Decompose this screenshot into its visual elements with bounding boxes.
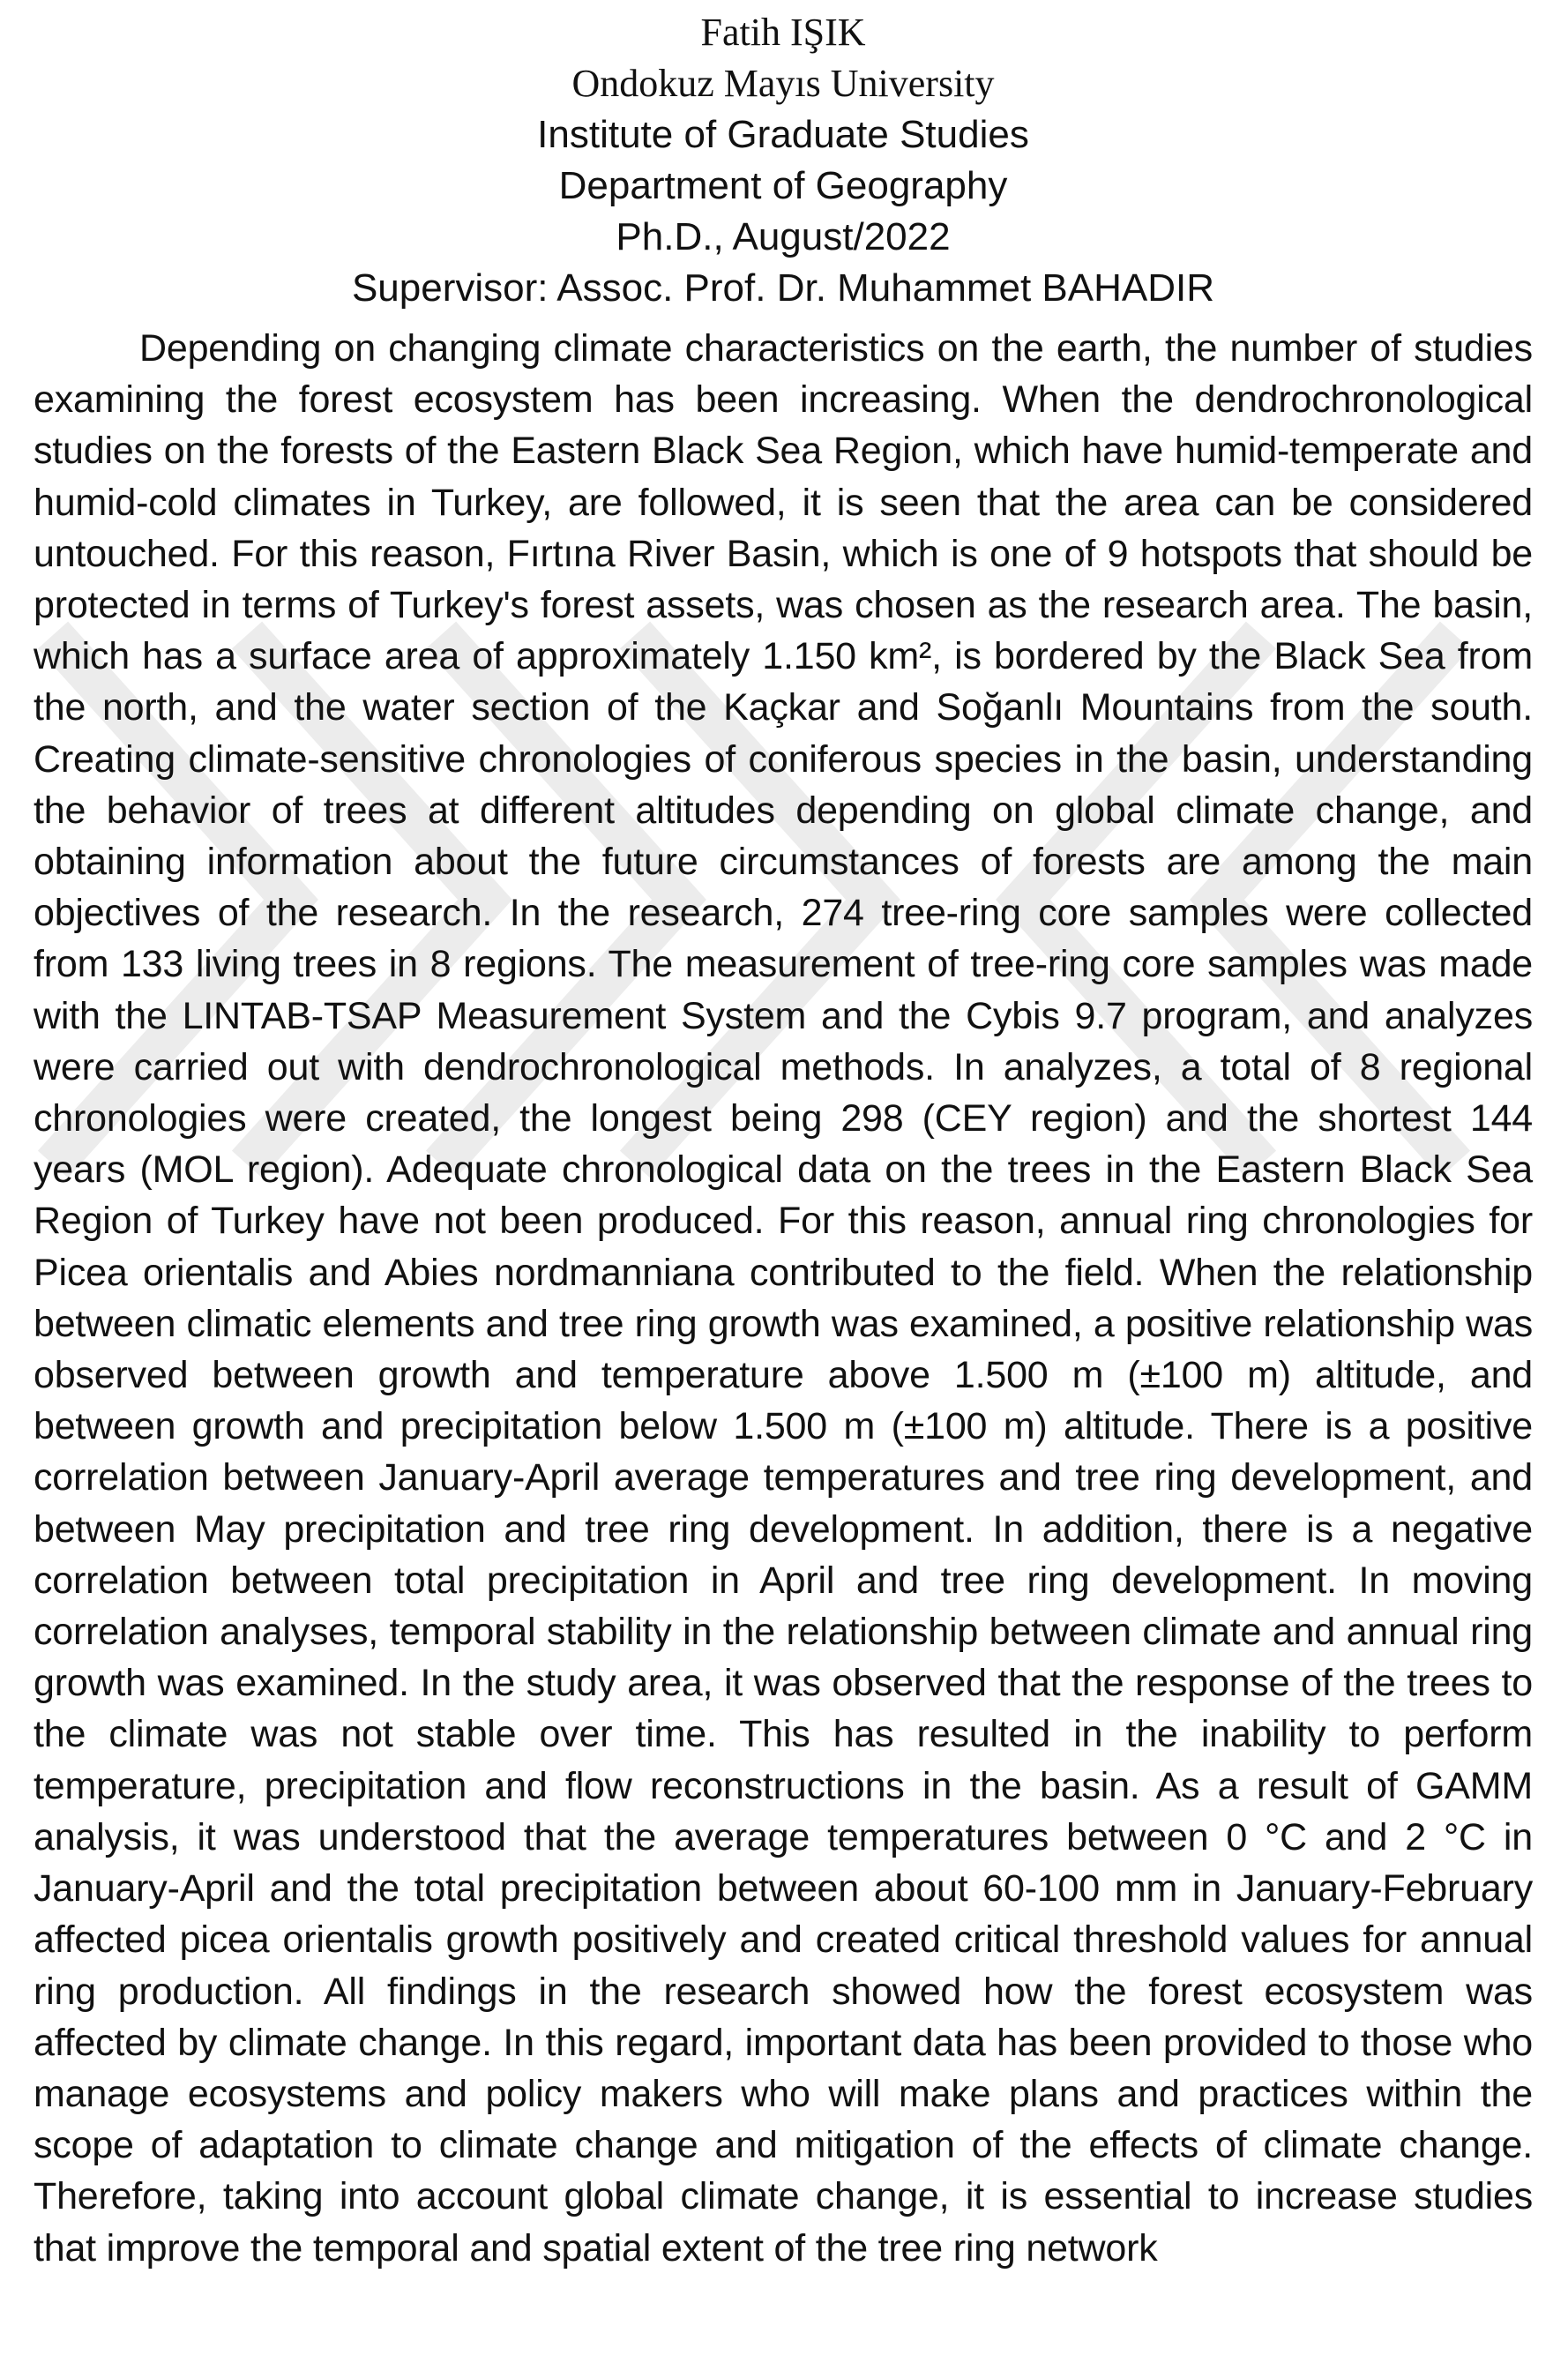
thesis-header (34, 7, 1533, 314)
author-name: Fatih IŞIK (700, 11, 866, 54)
abstract-paragraph: Depending on changing climate characteristics on the earth, the number of studies examining the forest ecosystem has been increasing. When the dendrochronological studies on the forests of the Eastern Black Sea Region, which have humid-temperate and humid-cold climates in Turkey, are followed, it is seen that the area can be considered untouched. For this reason, Fırtına River Basin, which is one of 9 hotspots that should be protected in terms of Turkey's forest assets, was chosen as the research area. The basin, which has a surface area of approximately 1.150 km², is bordered by the Black Sea from the north, and the water section of the Kaçkar and Soğanlı Mountains from the south. Creating climate-sensitive chronologies of coniferous species in the basin, understanding the behavior of trees at different altitudes depending on global climate change, and obtaining information about the future circumstances of forests are among the main objectives of the research. In the research, 274 tree-ring core samples were collected from 133 living trees in 8 regions. The measurement of tree-ring core samples was made with the LINTAB-TSAP Measurement System and the Cybis 9.7 program, and analyzes were carried out with dendrochronological methods. In analyzes, a total of 8 regional chronologies were created, the longest being 298 (CEY region) and the shortest 144 years (MOL region). Adequate chronological data on the trees in the Eastern Black Sea Region of Turkey have not been produced. For this reason, annual ring chronologies for Picea orientalis and Abies nordmanniana contributed to the field. When the relationship between climatic elements and tree ring growth was examined, a positive relationship was observed between growth and temperature above 1.500 m (±100 m) altitude, and between growth and precipitation below 1.500 m (±100 m) altitude. There is a positive correlation between January-April average temperatures and tree ring development, and between May precipitation and tree ring development. In addition, there is a negative correlation between total precipitation in April and tree ring development. In moving correlation analyses, temporal stability in the relationship between climate and annual ring growth was examined. In the study area, it was observed that the response of the trees to the climate was not stable over time. This has resulted in the inability to perform temperature, precipitation and flow reconstructions in the basin. As a result of GAMM analysis, it was understood that the average temperatures between 0 °C and 2 °C in January-April and the total precipitation between about 60-100 mm in January-February affected picea orientalis growth positively and created critical threshold values for annual ring production. All findings in the research showed how the forest ecosystem was affected by climate change. In this regard, important data has been provided to those who manage ecosystems and policy makers who will make plans and practices within the scope of adaptation to climate change and mitigation of the effects of climate change. Therefore, taking into account global climate change, it is essential to increase studies that improve the temporal and spatial extent of the tree ring network (34, 327, 1533, 2270)
department-name: Department of Geography (558, 164, 1008, 207)
degree-date: Ph.D., August/2022 (616, 215, 951, 258)
university-name: Ondokuz Mayıs University (571, 62, 995, 105)
institute-name: Institute of Graduate Studies (537, 113, 1029, 156)
supervisor-line: Supervisor: Assoc. Prof. Dr. Muhammet BAHADIR (351, 266, 1215, 310)
